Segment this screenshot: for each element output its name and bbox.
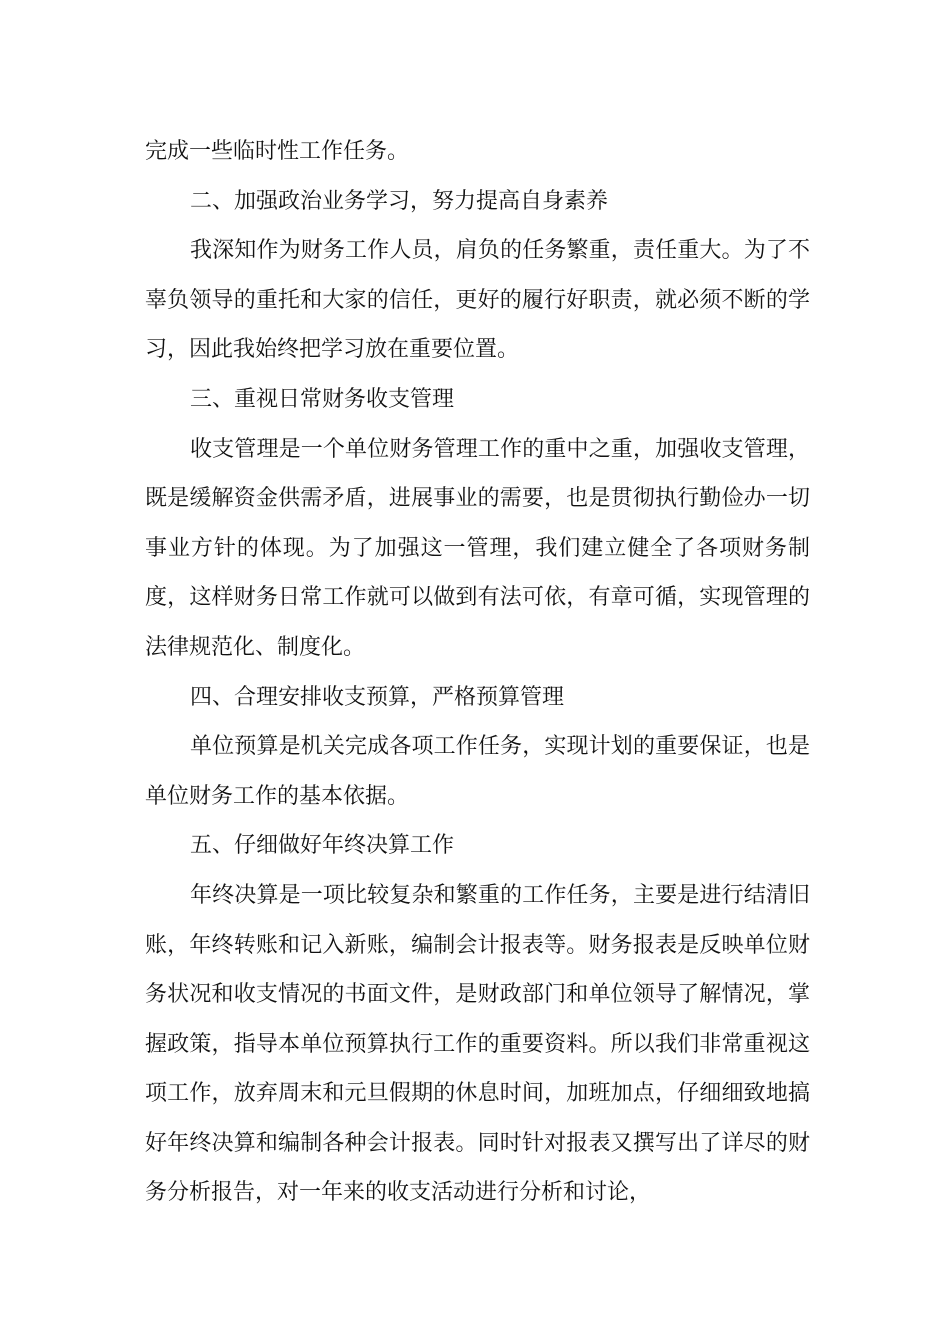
section-heading-5: 五、仔细做好年终决算工作 (190, 833, 455, 859)
section-heading-3: 三、重视日常财务收支管理 (190, 386, 455, 412)
paragraph-final-accounts: 年终决算是一项比较复杂和繁重的工作任务，主要是进行结清旧账，年终转账和记入新账，编制会计报表等。财务报表是反映单位财务状况和收支情况的书面文件，是财政部门和单位领导了解情况，掌握政策，指导本单位预算执行工作的重要资料。所以我们非常重视这项工作，放弃周末和元旦假期的休息时间，加班加点，仔细细致地搞好年终决算和编制各种会计报表。同时针对报表又撰写出了详尽的财务分析报告，对一年来的收支活动进行分析和讨论， (145, 882, 810, 1206)
paragraph-budget: 单位预算是机关完成各项工作任务，实现计划的重要保证，也是单位财务工作的基本依据。 (145, 734, 810, 809)
paragraph-income-expense: 收支管理是一个单位财务管理工作的重中之重，加强收支管理，既是缓解资金供需矛盾，进展事业的需要，也是贯彻执行勤俭办一切事业方针的体现。为了加强这一管理，我们建立健全了各项财务制度，这样财务日常工作就可以做到有法可依，有章可循，实现管理的法律规范化、制度化。 (145, 436, 810, 660)
section-heading-2: 二、加强政治业务学习，努力提高自身素养 (190, 188, 609, 214)
section-heading-4: 四、合理安排收支预算，严格预算管理 (190, 684, 565, 710)
paragraph-study: 我深知作为财务工作人员，肩负的任务繁重，责任重大。为了不辜负领导的重托和大家的信任，更好的履行好职责，就必须不断的学习，因此我始终把学习放在重要位置。 (145, 238, 810, 363)
paragraph-continuation: 完成一些临时性工作任务。 (145, 139, 410, 164)
document-body (145, 127, 810, 1218)
